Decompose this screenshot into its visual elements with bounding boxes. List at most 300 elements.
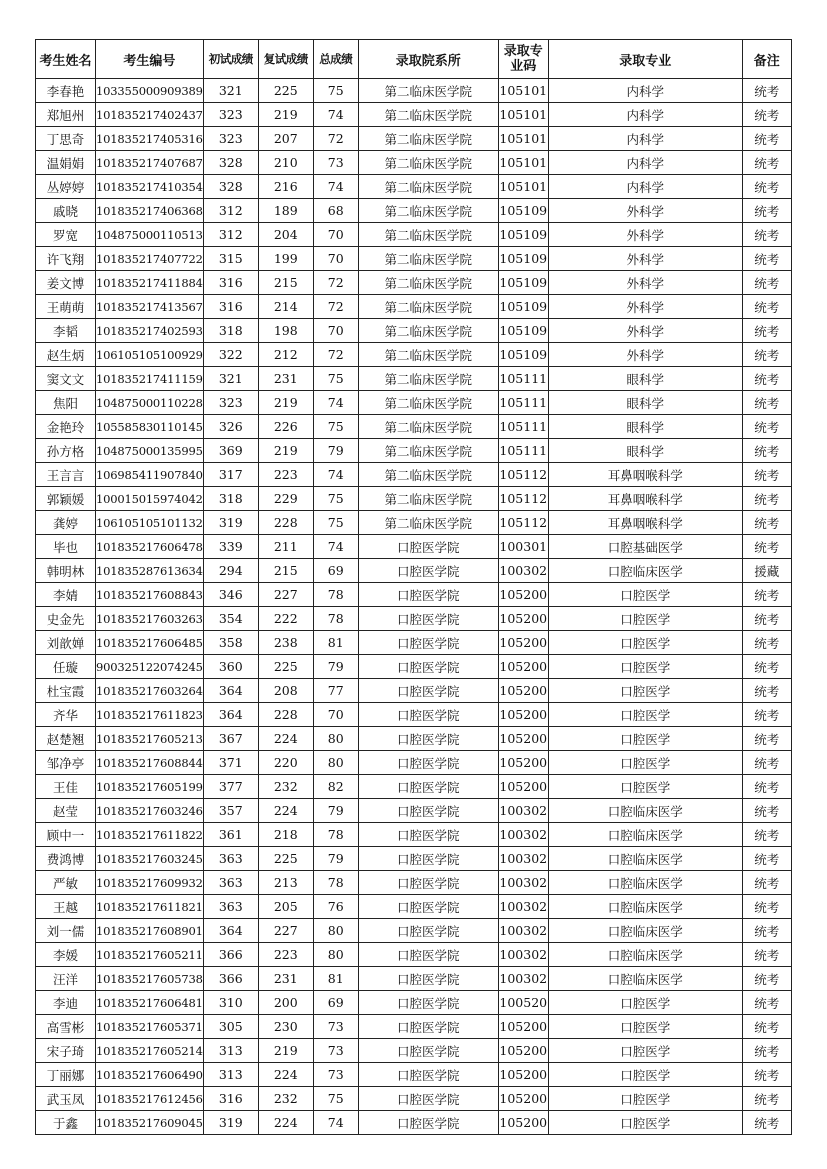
cell-department: 口腔医学院 xyxy=(358,679,498,703)
cell-remark: 统考 xyxy=(742,655,791,679)
cell-initial-score: 316 xyxy=(203,295,258,319)
cell-exam-id: 100015015974042 xyxy=(96,487,204,511)
cell-major-code: 105200 xyxy=(498,1087,548,1111)
cell-major: 外科学 xyxy=(548,343,742,367)
cell-name: 汪洋 xyxy=(36,967,96,991)
table-row xyxy=(36,415,792,439)
cell-retest-score: 227 xyxy=(258,583,313,607)
cell-major: 外科学 xyxy=(548,247,742,271)
cell-remark: 统考 xyxy=(742,823,791,847)
cell-major-code: 105109 xyxy=(498,319,548,343)
cell-total-score: 79 xyxy=(313,655,358,679)
cell-name: 李韬 xyxy=(36,319,96,343)
cell-retest-score: 225 xyxy=(258,655,313,679)
cell-name: 龚婷 xyxy=(36,511,96,535)
cell-major: 口腔临床医学 xyxy=(548,823,742,847)
cell-total-score: 80 xyxy=(313,751,358,775)
cell-initial-score: 358 xyxy=(203,631,258,655)
cell-major: 口腔医学 xyxy=(548,727,742,751)
table-row xyxy=(36,1087,792,1111)
cell-department: 第二临床医学院 xyxy=(358,199,498,223)
cell-major: 外科学 xyxy=(548,199,742,223)
cell-retest-score: 224 xyxy=(258,1063,313,1087)
cell-major-code: 105111 xyxy=(498,367,548,391)
cell-retest-score: 213 xyxy=(258,871,313,895)
cell-department: 第二临床医学院 xyxy=(358,223,498,247)
cell-department: 第二临床医学院 xyxy=(358,391,498,415)
cell-total-score: 73 xyxy=(313,1039,358,1063)
cell-department: 口腔医学院 xyxy=(358,1087,498,1111)
cell-major: 口腔医学 xyxy=(548,751,742,775)
cell-retest-score: 224 xyxy=(258,1111,313,1135)
table-row xyxy=(36,151,792,175)
cell-total-score: 72 xyxy=(313,295,358,319)
cell-department: 口腔医学院 xyxy=(358,823,498,847)
cell-total-score: 82 xyxy=(313,775,358,799)
cell-name: 李迪 xyxy=(36,991,96,1015)
cell-exam-id: 101835217611823 xyxy=(96,703,204,727)
cell-initial-score: 364 xyxy=(203,703,258,727)
cell-department: 第二临床医学院 xyxy=(358,127,498,151)
cell-remark: 统考 xyxy=(742,535,791,559)
cell-retest-score: 238 xyxy=(258,631,313,655)
cell-remark: 援藏 xyxy=(742,559,791,583)
cell-major: 眼科学 xyxy=(548,367,742,391)
cell-exam-id: 101835217603263 xyxy=(96,607,204,631)
cell-initial-score: 312 xyxy=(203,223,258,247)
cell-major-code: 100302 xyxy=(498,847,548,871)
table-row xyxy=(36,703,792,727)
cell-initial-score: 318 xyxy=(203,319,258,343)
cell-retest-score: 224 xyxy=(258,727,313,751)
cell-total-score: 73 xyxy=(313,1015,358,1039)
cell-exam-id: 103355000909389 xyxy=(96,79,204,103)
cell-initial-score: 323 xyxy=(203,127,258,151)
header-row xyxy=(36,40,792,79)
cell-name: 王萌萌 xyxy=(36,295,96,319)
table-row xyxy=(36,439,792,463)
cell-initial-score: 328 xyxy=(203,151,258,175)
cell-name: 顾中一 xyxy=(36,823,96,847)
cell-exam-id: 101835217405316 xyxy=(96,127,204,151)
cell-name: 王越 xyxy=(36,895,96,919)
cell-retest-score: 219 xyxy=(258,1039,313,1063)
cell-exam-id: 101835217611821 xyxy=(96,895,204,919)
cell-name: 任璇 xyxy=(36,655,96,679)
cell-remark: 统考 xyxy=(742,343,791,367)
table-row xyxy=(36,1039,792,1063)
cell-remark: 统考 xyxy=(742,79,791,103)
cell-exam-id: 101835217603245 xyxy=(96,847,204,871)
cell-initial-score: 323 xyxy=(203,391,258,415)
cell-exam-id: 101835217606478 xyxy=(96,535,204,559)
cell-department: 第二临床医学院 xyxy=(358,271,498,295)
cell-exam-id: 101835217606490 xyxy=(96,1063,204,1087)
cell-retest-score: 212 xyxy=(258,343,313,367)
cell-major: 口腔临床医学 xyxy=(548,967,742,991)
cell-major-code: 105112 xyxy=(498,511,548,535)
cell-exam-id: 101835217605199 xyxy=(96,775,204,799)
cell-initial-score: 361 xyxy=(203,823,258,847)
cell-retest-score: 200 xyxy=(258,991,313,1015)
cell-major: 口腔临床医学 xyxy=(548,943,742,967)
cell-department: 口腔医学院 xyxy=(358,1063,498,1087)
cell-major-code: 105200 xyxy=(498,775,548,799)
cell-total-score: 74 xyxy=(313,463,358,487)
cell-exam-id: 101835217605214 xyxy=(96,1039,204,1063)
cell-major-code: 105200 xyxy=(498,703,548,727)
cell-major-code: 100302 xyxy=(498,943,548,967)
cell-department: 口腔医学院 xyxy=(358,799,498,823)
cell-initial-score: 371 xyxy=(203,751,258,775)
cell-department: 口腔医学院 xyxy=(358,583,498,607)
cell-remark: 统考 xyxy=(742,871,791,895)
cell-exam-id: 101835217606481 xyxy=(96,991,204,1015)
cell-name: 韩明林 xyxy=(36,559,96,583)
table-row xyxy=(36,391,792,415)
table-row xyxy=(36,103,792,127)
cell-major: 内科学 xyxy=(548,79,742,103)
cell-remark: 统考 xyxy=(742,607,791,631)
cell-major-code: 105101 xyxy=(498,151,548,175)
cell-name: 武玉凤 xyxy=(36,1087,96,1111)
cell-major-code: 105200 xyxy=(498,631,548,655)
cell-name: 戚晓 xyxy=(36,199,96,223)
table-row xyxy=(36,679,792,703)
table-row xyxy=(36,583,792,607)
cell-department: 口腔医学院 xyxy=(358,919,498,943)
cell-major: 口腔医学 xyxy=(548,631,742,655)
cell-major-code: 100302 xyxy=(498,871,548,895)
cell-retest-score: 225 xyxy=(258,79,313,103)
cell-remark: 统考 xyxy=(742,847,791,871)
cell-department: 第二临床医学院 xyxy=(358,295,498,319)
admission-table xyxy=(35,39,792,1135)
cell-total-score: 70 xyxy=(313,319,358,343)
cell-exam-id: 101835217603264 xyxy=(96,679,204,703)
cell-initial-score: 317 xyxy=(203,463,258,487)
cell-initial-score: 316 xyxy=(203,1087,258,1111)
cell-retest-score: 228 xyxy=(258,511,313,535)
col-header-name: 考生姓名 xyxy=(36,40,96,79)
cell-exam-id: 104875000135995 xyxy=(96,439,204,463)
cell-remark: 统考 xyxy=(742,103,791,127)
cell-name: 丁丽娜 xyxy=(36,1063,96,1087)
cell-department: 口腔医学院 xyxy=(358,967,498,991)
cell-retest-score: 232 xyxy=(258,775,313,799)
cell-retest-score: 220 xyxy=(258,751,313,775)
cell-name: 李婧 xyxy=(36,583,96,607)
cell-name: 于鑫 xyxy=(36,1111,96,1135)
cell-major-code: 105111 xyxy=(498,415,548,439)
cell-major-code: 105109 xyxy=(498,247,548,271)
cell-major-code: 105101 xyxy=(498,79,548,103)
cell-total-score: 70 xyxy=(313,223,358,247)
table-row xyxy=(36,511,792,535)
cell-initial-score: 366 xyxy=(203,943,258,967)
cell-major-code: 105109 xyxy=(498,343,548,367)
cell-department: 第二临床医学院 xyxy=(358,79,498,103)
cell-initial-score: 313 xyxy=(203,1039,258,1063)
cell-remark: 统考 xyxy=(742,271,791,295)
cell-remark: 统考 xyxy=(742,1039,791,1063)
cell-retest-score: 228 xyxy=(258,703,313,727)
cell-department: 第二临床医学院 xyxy=(358,367,498,391)
cell-name: 史金先 xyxy=(36,607,96,631)
cell-total-score: 69 xyxy=(313,559,358,583)
cell-retest-score: 230 xyxy=(258,1015,313,1039)
cell-initial-score: 310 xyxy=(203,991,258,1015)
cell-major-code: 105101 xyxy=(498,127,548,151)
cell-total-score: 80 xyxy=(313,727,358,751)
cell-remark: 统考 xyxy=(742,895,791,919)
cell-remark: 统考 xyxy=(742,151,791,175)
cell-total-score: 80 xyxy=(313,943,358,967)
cell-total-score: 75 xyxy=(313,79,358,103)
cell-name: 王言言 xyxy=(36,463,96,487)
table-row xyxy=(36,967,792,991)
table-row xyxy=(36,775,792,799)
cell-exam-id: 101835217603246 xyxy=(96,799,204,823)
cell-major: 口腔医学 xyxy=(548,655,742,679)
cell-name: 郑旭州 xyxy=(36,103,96,127)
cell-retest-score: 207 xyxy=(258,127,313,151)
cell-major: 口腔医学 xyxy=(548,679,742,703)
cell-major-code: 100302 xyxy=(498,823,548,847)
table-row xyxy=(36,271,792,295)
cell-major-code: 105200 xyxy=(498,679,548,703)
cell-department: 第二临床医学院 xyxy=(358,151,498,175)
cell-major-code: 105200 xyxy=(498,1063,548,1087)
table-row xyxy=(36,943,792,967)
cell-remark: 统考 xyxy=(742,223,791,247)
cell-retest-score: 211 xyxy=(258,535,313,559)
cell-exam-id: 101835217407687 xyxy=(96,151,204,175)
cell-retest-score: 216 xyxy=(258,175,313,199)
cell-exam-id: 106105105100929 xyxy=(96,343,204,367)
cell-retest-score: 232 xyxy=(258,1087,313,1111)
cell-exam-id: 106985411907840 xyxy=(96,463,204,487)
cell-name: 刘歆婵 xyxy=(36,631,96,655)
cell-initial-score: 318 xyxy=(203,487,258,511)
cell-total-score: 74 xyxy=(313,175,358,199)
cell-exam-id: 101835217605371 xyxy=(96,1015,204,1039)
cell-major: 口腔临床医学 xyxy=(548,559,742,583)
cell-initial-score: 312 xyxy=(203,199,258,223)
cell-retest-score: 219 xyxy=(258,439,313,463)
cell-retest-score: 205 xyxy=(258,895,313,919)
cell-department: 第二临床医学院 xyxy=(358,415,498,439)
cell-major: 眼科学 xyxy=(548,415,742,439)
cell-major-code: 105111 xyxy=(498,391,548,415)
cell-remark: 统考 xyxy=(742,751,791,775)
cell-department: 第二临床医学院 xyxy=(358,319,498,343)
cell-initial-score: 294 xyxy=(203,559,258,583)
cell-major: 内科学 xyxy=(548,151,742,175)
cell-major: 口腔临床医学 xyxy=(548,847,742,871)
cell-department: 口腔医学院 xyxy=(358,1039,498,1063)
cell-remark: 统考 xyxy=(742,991,791,1015)
cell-exam-id: 101835217411884 xyxy=(96,271,204,295)
cell-remark: 统考 xyxy=(742,295,791,319)
cell-department: 第二临床医学院 xyxy=(358,511,498,535)
cell-initial-score: 363 xyxy=(203,895,258,919)
cell-total-score: 78 xyxy=(313,823,358,847)
cell-retest-score: 223 xyxy=(258,463,313,487)
cell-department: 口腔医学院 xyxy=(358,559,498,583)
cell-exam-id: 101835217609045 xyxy=(96,1111,204,1135)
table-row xyxy=(36,127,792,151)
cell-major: 外科学 xyxy=(548,319,742,343)
cell-remark: 统考 xyxy=(742,631,791,655)
cell-exam-id: 104875000110228 xyxy=(96,391,204,415)
cell-name: 温娟娟 xyxy=(36,151,96,175)
col-header-total-score: 总成绩 xyxy=(313,40,358,79)
cell-exam-id: 101835217609932 xyxy=(96,871,204,895)
cell-department: 口腔医学院 xyxy=(358,871,498,895)
cell-retest-score: 215 xyxy=(258,271,313,295)
cell-name: 严敏 xyxy=(36,871,96,895)
cell-retest-score: 208 xyxy=(258,679,313,703)
cell-remark: 统考 xyxy=(742,1063,791,1087)
cell-name: 焦阳 xyxy=(36,391,96,415)
cell-total-score: 76 xyxy=(313,895,358,919)
table-row xyxy=(36,823,792,847)
cell-name: 刘一儒 xyxy=(36,919,96,943)
cell-major: 内科学 xyxy=(548,175,742,199)
cell-initial-score: 367 xyxy=(203,727,258,751)
cell-major-code: 105200 xyxy=(498,727,548,751)
cell-remark: 统考 xyxy=(742,175,791,199)
cell-department: 口腔医学院 xyxy=(358,727,498,751)
cell-exam-id: 101835217608901 xyxy=(96,919,204,943)
cell-exam-id: 101835217605211 xyxy=(96,943,204,967)
cell-total-score: 70 xyxy=(313,703,358,727)
cell-total-score: 81 xyxy=(313,631,358,655)
cell-exam-id: 101835217606485 xyxy=(96,631,204,655)
cell-name: 郭颖媛 xyxy=(36,487,96,511)
cell-retest-score: 231 xyxy=(258,367,313,391)
cell-name: 杜宝霞 xyxy=(36,679,96,703)
cell-name: 丛婷婷 xyxy=(36,175,96,199)
cell-department: 第二临床医学院 xyxy=(358,343,498,367)
cell-initial-score: 321 xyxy=(203,79,258,103)
cell-name: 邹净亭 xyxy=(36,751,96,775)
cell-initial-score: 357 xyxy=(203,799,258,823)
cell-major-code: 105109 xyxy=(498,223,548,247)
cell-initial-score: 366 xyxy=(203,967,258,991)
cell-name: 李春艳 xyxy=(36,79,96,103)
cell-department: 口腔医学院 xyxy=(358,1111,498,1135)
cell-total-score: 78 xyxy=(313,871,358,895)
cell-major-code: 100302 xyxy=(498,559,548,583)
cell-total-score: 75 xyxy=(313,415,358,439)
cell-retest-score: 198 xyxy=(258,319,313,343)
cell-major: 眼科学 xyxy=(548,439,742,463)
cell-major: 外科学 xyxy=(548,271,742,295)
cell-major-code: 105200 xyxy=(498,607,548,631)
cell-initial-score: 323 xyxy=(203,103,258,127)
cell-exam-id: 104875000110513 xyxy=(96,223,204,247)
cell-major: 口腔医学 xyxy=(548,583,742,607)
cell-major-code: 105200 xyxy=(498,655,548,679)
table-row xyxy=(36,799,792,823)
cell-exam-id: 900325122074245 xyxy=(96,655,204,679)
cell-total-score: 72 xyxy=(313,343,358,367)
cell-initial-score: 322 xyxy=(203,343,258,367)
cell-total-score: 75 xyxy=(313,367,358,391)
cell-department: 口腔医学院 xyxy=(358,655,498,679)
cell-retest-score: 229 xyxy=(258,487,313,511)
cell-exam-id: 101835217407722 xyxy=(96,247,204,271)
cell-initial-score: 326 xyxy=(203,415,258,439)
cell-exam-id: 101835217411159 xyxy=(96,367,204,391)
cell-major-code: 100301 xyxy=(498,535,548,559)
cell-exam-id: 101835217605213 xyxy=(96,727,204,751)
cell-initial-score: 316 xyxy=(203,271,258,295)
cell-major: 外科学 xyxy=(548,295,742,319)
cell-major: 口腔医学 xyxy=(548,1111,742,1135)
cell-total-score: 80 xyxy=(313,919,358,943)
cell-major-code: 105101 xyxy=(498,175,548,199)
table-row xyxy=(36,223,792,247)
cell-remark: 统考 xyxy=(742,199,791,223)
cell-name: 赵生炳 xyxy=(36,343,96,367)
table-row xyxy=(36,847,792,871)
cell-name: 李媛 xyxy=(36,943,96,967)
cell-major: 口腔医学 xyxy=(548,607,742,631)
cell-name: 王佳 xyxy=(36,775,96,799)
cell-major-code: 100302 xyxy=(498,967,548,991)
table-row xyxy=(36,1015,792,1039)
cell-major-code: 100302 xyxy=(498,799,548,823)
cell-initial-score: 315 xyxy=(203,247,258,271)
cell-department: 第二临床医学院 xyxy=(358,247,498,271)
cell-remark: 统考 xyxy=(742,583,791,607)
table-row xyxy=(36,727,792,751)
cell-remark: 统考 xyxy=(742,967,791,991)
cell-department: 口腔医学院 xyxy=(358,991,498,1015)
cell-department: 第二临床医学院 xyxy=(358,487,498,511)
cell-remark: 统考 xyxy=(742,463,791,487)
cell-name: 罗宽 xyxy=(36,223,96,247)
cell-major-code: 105200 xyxy=(498,1039,548,1063)
cell-total-score: 74 xyxy=(313,103,358,127)
cell-initial-score: 339 xyxy=(203,535,258,559)
cell-remark: 统考 xyxy=(742,943,791,967)
cell-total-score: 79 xyxy=(313,439,358,463)
table-row xyxy=(36,79,792,103)
cell-major-code: 105109 xyxy=(498,199,548,223)
cell-major-code: 105109 xyxy=(498,271,548,295)
table-row xyxy=(36,559,792,583)
cell-major-code: 105109 xyxy=(498,295,548,319)
cell-retest-score: 210 xyxy=(258,151,313,175)
cell-total-score: 70 xyxy=(313,247,358,271)
cell-retest-score: 214 xyxy=(258,295,313,319)
cell-retest-score: 219 xyxy=(258,103,313,127)
cell-initial-score: 364 xyxy=(203,919,258,943)
cell-total-score: 72 xyxy=(313,127,358,151)
cell-major-code: 105112 xyxy=(498,463,548,487)
table-row xyxy=(36,463,792,487)
cell-major-code: 105200 xyxy=(498,1015,548,1039)
cell-remark: 统考 xyxy=(742,487,791,511)
cell-remark: 统考 xyxy=(742,727,791,751)
table-row xyxy=(36,295,792,319)
cell-remark: 统考 xyxy=(742,319,791,343)
cell-retest-score: 199 xyxy=(258,247,313,271)
